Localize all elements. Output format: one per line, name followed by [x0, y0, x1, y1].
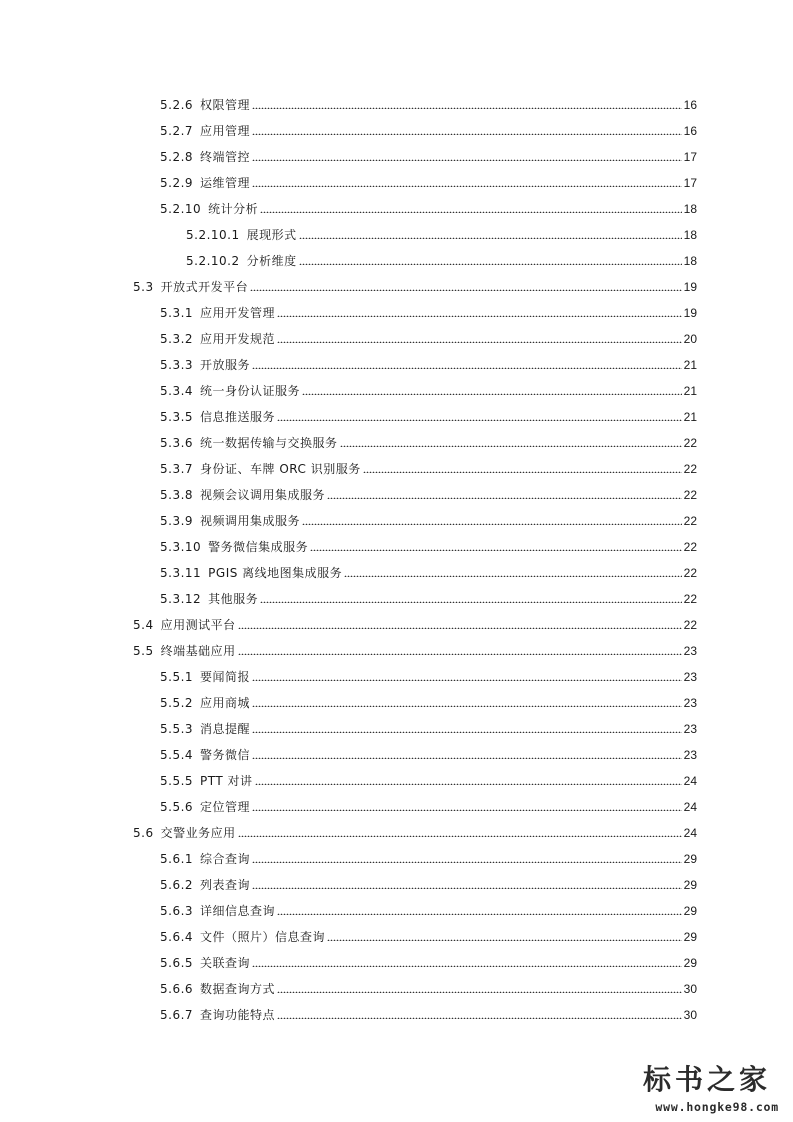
toc-dot-leader	[238, 829, 682, 837]
toc-dot-leader	[302, 517, 682, 525]
toc-entry-title: 要闻简报	[200, 670, 251, 684]
toc-entry-number: 5.6.2	[160, 878, 194, 892]
toc-entry-number: 5.2.10.1	[186, 228, 240, 242]
toc-dot-leader	[255, 777, 682, 785]
toc-entry[interactable]	[0, 300, 793, 326]
toc-entry-title: 开放式开发平台	[160, 280, 249, 294]
toc-dot-leader	[363, 465, 682, 473]
toc-entry-number: 5.3	[133, 280, 154, 294]
toc-entry-page-number: 17	[683, 176, 697, 190]
toc-entry-page-number: 24	[683, 826, 697, 840]
toc-entry-page-number: 18	[683, 254, 697, 268]
toc-dot-leader	[252, 725, 682, 733]
toc-entry-title: 终端基础应用	[160, 644, 236, 658]
toc-entry[interactable]	[0, 612, 793, 638]
toc-entry-page-number: 30	[683, 982, 697, 996]
toc-entry-title: 文件（照片）信息查询	[200, 930, 326, 944]
toc-entry-number: 5.2.8	[160, 150, 194, 164]
toc-entry-page-number: 23	[683, 670, 697, 684]
toc-entry[interactable]	[0, 586, 793, 612]
toc-entry-number: 5.2.9	[160, 176, 194, 190]
toc-dot-leader	[327, 933, 682, 941]
toc-entry-page-number: 30	[683, 1008, 697, 1022]
toc-entry-page-number: 22	[683, 592, 697, 606]
toc-entry-title: 详细信息查询	[200, 904, 276, 918]
toc-dot-leader	[238, 647, 682, 655]
toc-entry-page-number: 23	[683, 644, 697, 658]
toc-entry[interactable]	[0, 248, 793, 274]
toc-entry-number: 5.2.10.2	[186, 254, 240, 268]
toc-dot-leader	[340, 439, 682, 447]
toc-entry-number: 5.3.7	[160, 462, 194, 476]
toc-entry-number: 5.6.1	[160, 852, 194, 866]
toc-entry-title: 定位管理	[200, 800, 251, 814]
toc-entry-page-number: 17	[683, 150, 697, 164]
toc-entry[interactable]	[0, 742, 793, 768]
toc-dot-leader	[252, 751, 682, 759]
toc-entry-title: 信息推送服务	[200, 410, 276, 424]
toc-entry[interactable]	[0, 820, 793, 846]
toc-entry[interactable]	[0, 924, 793, 950]
toc-entry-number: 5.5.5	[160, 774, 194, 788]
toc-entry-page-number: 18	[683, 202, 697, 216]
toc-entry-number: 5.6.4	[160, 930, 194, 944]
toc-entry[interactable]	[0, 404, 793, 430]
toc-dot-leader	[252, 673, 682, 681]
toc-entry-title: 警务微信	[200, 748, 251, 762]
toc-entry-number: 5.4	[133, 618, 154, 632]
toc-entry-page-number: 23	[683, 722, 697, 736]
toc-entry-title: 展现形式	[246, 228, 297, 242]
toc-entry-page-number: 21	[683, 358, 697, 372]
toc-entry[interactable]	[0, 560, 793, 586]
toc-dot-leader	[277, 1011, 682, 1019]
toc-entry-title: 开放服务	[200, 358, 251, 372]
toc-entry-number: 5.3.8	[160, 488, 194, 502]
toc-dot-leader	[252, 803, 682, 811]
toc-entry[interactable]	[0, 170, 793, 196]
toc-entry-title: 统一身份认证服务	[200, 384, 301, 398]
toc-entry-page-number: 16	[683, 98, 697, 112]
toc-entry-page-number: 22	[683, 540, 697, 554]
toc-entry-title: 警务微信集成服务	[208, 540, 309, 554]
toc-entry-number: 5.3.1	[160, 306, 194, 320]
toc-dot-leader	[299, 257, 682, 265]
toc-entry-page-number: 29	[683, 930, 697, 944]
toc-entry[interactable]	[0, 898, 793, 924]
toc-entry-title: 统计分析	[208, 202, 259, 216]
toc-entry[interactable]	[0, 716, 793, 742]
toc-entry-page-number: 29	[683, 878, 697, 892]
toc-entry-title: 运维管理	[200, 176, 251, 190]
toc-dot-leader	[260, 595, 681, 603]
toc-dot-leader	[260, 205, 681, 213]
toc-entry-page-number: 21	[683, 410, 697, 424]
toc-entry-title: PGIS 离线地图集成服务	[208, 566, 343, 580]
toc-dot-leader	[252, 699, 682, 707]
toc-entry[interactable]	[0, 352, 793, 378]
toc-entry-title: 其他服务	[208, 592, 259, 606]
toc-entry-number: 5.5.4	[160, 748, 194, 762]
toc-entry-title: 统一数据传输与交换服务	[200, 436, 338, 450]
toc-entry-number: 5.6.3	[160, 904, 194, 918]
toc-entry[interactable]	[0, 430, 793, 456]
toc-dot-leader	[310, 543, 681, 551]
toc-entry-number: 5.5	[133, 644, 154, 658]
watermark-url: www.hongke98.com	[655, 1100, 779, 1114]
toc-dot-leader	[252, 153, 682, 161]
toc-entry-page-number: 29	[683, 852, 697, 866]
toc-entry-page-number: 29	[683, 904, 697, 918]
toc-entry-title: 数据查询方式	[200, 982, 276, 996]
toc-dot-leader	[252, 179, 682, 187]
toc-entry[interactable]	[0, 1002, 793, 1028]
toc-entry-page-number: 22	[683, 488, 697, 502]
toc-entry-page-number: 29	[683, 956, 697, 970]
toc-entry-title: 应用商城	[200, 696, 251, 710]
toc-entry-number: 5.3.5	[160, 410, 194, 424]
toc-entry-number: 5.3.12	[160, 592, 202, 606]
toc-entry[interactable]	[0, 508, 793, 534]
toc-entry-title: 列表查询	[200, 878, 251, 892]
toc-entry-title: 视频调用集成服务	[200, 514, 301, 528]
toc-entry[interactable]	[0, 144, 793, 170]
toc-entry-number: 5.3.6	[160, 436, 194, 450]
toc-entry-number: 5.5.2	[160, 696, 194, 710]
toc-entry[interactable]	[0, 976, 793, 1002]
toc-dot-leader	[344, 569, 681, 577]
toc-entry[interactable]	[0, 196, 793, 222]
toc-entry-page-number: 22	[683, 436, 697, 450]
toc-entry-title: 应用管理	[200, 124, 251, 138]
toc-entry-title: 关联查询	[200, 956, 251, 970]
toc-entry-page-number: 18	[683, 228, 697, 242]
toc-entry[interactable]	[0, 690, 793, 716]
toc-entry-number: 5.3.11	[160, 566, 202, 580]
toc-entry-page-number: 22	[683, 462, 697, 476]
toc-dot-leader	[277, 309, 682, 317]
toc-dot-leader	[299, 231, 682, 239]
toc-entry-title: 分析维度	[246, 254, 297, 268]
toc-dot-leader	[252, 855, 682, 863]
toc-entry-number: 5.6.6	[160, 982, 194, 996]
toc-entry[interactable]	[0, 378, 793, 404]
toc-entry[interactable]	[0, 534, 793, 560]
toc-entry-page-number: 16	[683, 124, 697, 138]
toc-entry-page-number: 19	[683, 306, 697, 320]
toc-entry-number: 5.2.7	[160, 124, 194, 138]
toc-entry-number: 5.3.10	[160, 540, 202, 554]
toc-dot-leader	[277, 985, 682, 993]
toc-dot-leader	[302, 387, 682, 395]
toc-entry-title: PTT 对讲	[200, 774, 253, 788]
toc-dot-leader	[252, 361, 682, 369]
toc-entry-title: 权限管理	[200, 98, 251, 112]
toc-entry-number: 5.3.9	[160, 514, 194, 528]
toc-entry-title: 应用测试平台	[160, 618, 236, 632]
toc-entry[interactable]	[0, 326, 793, 352]
toc-entry-page-number: 22	[683, 618, 697, 632]
toc-entry[interactable]	[0, 638, 793, 664]
toc-entry[interactable]	[0, 456, 793, 482]
toc-entry-title: 视频会议调用集成服务	[200, 488, 326, 502]
toc-dot-leader	[277, 907, 682, 915]
toc-dot-leader	[252, 101, 682, 109]
toc-entry-page-number: 20	[683, 332, 697, 346]
watermark-title: 标书之家	[642, 1063, 771, 1096]
toc-dot-leader	[252, 881, 682, 889]
toc-entry-number: 5.2.10	[160, 202, 202, 216]
toc-entry-title: 交警业务应用	[160, 826, 236, 840]
toc-entry[interactable]	[0, 482, 793, 508]
watermark	[619, 1058, 779, 1116]
toc-entry-page-number: 22	[683, 514, 697, 528]
toc-entry-page-number: 21	[683, 384, 697, 398]
toc-entry[interactable]	[0, 950, 793, 976]
toc-dot-leader	[327, 491, 682, 499]
toc-dot-leader	[250, 283, 682, 291]
toc-entry-number: 5.3.2	[160, 332, 194, 346]
toc-entry-number: 5.6	[133, 826, 154, 840]
toc-entry-title: 身份证、车牌 ORC 识别服务	[200, 462, 361, 476]
toc-entry-page-number: 22	[683, 566, 697, 580]
toc-entry[interactable]	[0, 872, 793, 898]
toc-entry-page-number: 19	[683, 280, 697, 294]
toc-dot-leader	[277, 335, 682, 343]
toc-entry-page-number: 24	[683, 800, 697, 814]
toc-entry[interactable]	[0, 92, 793, 118]
toc-entry[interactable]	[0, 222, 793, 248]
toc-entry-number: 5.6.5	[160, 956, 194, 970]
toc-entry-title: 应用开发管理	[200, 306, 276, 320]
toc-entry-number: 5.6.7	[160, 1008, 194, 1022]
toc-entry[interactable]	[0, 846, 793, 872]
toc-entry-page-number: 23	[683, 696, 697, 710]
toc-entry[interactable]	[0, 118, 793, 144]
toc-dot-leader	[277, 413, 682, 421]
toc-entry[interactable]	[0, 768, 793, 794]
toc-entry-page-number: 23	[683, 748, 697, 762]
toc-entry-title: 终端管控	[200, 150, 251, 164]
toc-entry-number: 5.3.4	[160, 384, 194, 398]
toc-entry-title: 查询功能特点	[200, 1008, 276, 1022]
toc-entry-number: 5.5.3	[160, 722, 194, 736]
toc-entry-page-number: 24	[683, 774, 697, 788]
toc-entry-number: 5.5.6	[160, 800, 194, 814]
toc-entry[interactable]	[0, 274, 793, 300]
toc-entry[interactable]	[0, 664, 793, 690]
toc-entry-title: 消息提醒	[200, 722, 251, 736]
toc-entry-title: 综合查询	[200, 852, 251, 866]
toc-entry-number: 5.5.1	[160, 670, 194, 684]
toc-dot-leader	[238, 621, 682, 629]
toc-dot-leader	[252, 959, 682, 967]
toc-entry-number: 5.3.3	[160, 358, 194, 372]
toc-dot-leader	[252, 127, 682, 135]
table-of-contents	[0, 92, 793, 1028]
toc-entry-number: 5.2.6	[160, 98, 194, 112]
toc-entry-title: 应用开发规范	[200, 332, 276, 346]
toc-entry[interactable]	[0, 794, 793, 820]
